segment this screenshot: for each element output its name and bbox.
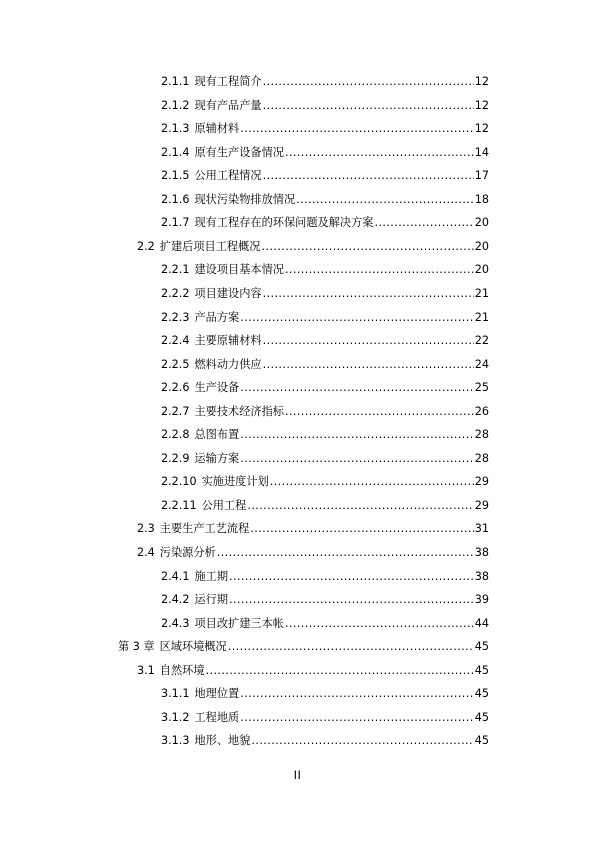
- toc-entry-number: 2.1.6: [161, 192, 190, 206]
- toc-entry-title: 主要生产工艺流程: [159, 522, 250, 536]
- toc-entry[interactable]: [161, 709, 489, 727]
- toc-entry[interactable]: [137, 238, 489, 256]
- toc-entry-number: 3.1: [137, 663, 155, 677]
- toc-entry-number: 2.2.1: [161, 263, 190, 277]
- toc-dot-leader: [206, 662, 474, 680]
- toc-entry[interactable]: [161, 214, 489, 232]
- toc-entry-page: 22: [474, 334, 489, 348]
- toc-entry-page: 45: [474, 663, 489, 677]
- toc-entry-page: 44: [474, 616, 489, 630]
- toc-entry-number: 2.2.8: [161, 428, 190, 442]
- toc-entry-title: 工程地质: [194, 710, 240, 724]
- toc-entry-page: 20: [474, 263, 489, 277]
- toc-entry-page: 17: [474, 169, 489, 183]
- toc-entry-number: 2.1.1: [161, 75, 190, 88]
- toc-dot-leader: [263, 332, 474, 350]
- toc-entry-page: 45: [474, 687, 489, 701]
- toc-dot-leader: [240, 120, 474, 138]
- toc-dot-leader: [263, 285, 474, 303]
- toc-dot-leader: [263, 73, 474, 91]
- toc-entry-title: 污染源分析: [159, 546, 216, 559]
- toc-entry-number: 2.2.10: [161, 475, 197, 489]
- toc-entry-title: 现有工程存在的环保问题及解决方案: [194, 216, 374, 230]
- toc-dot-leader: [374, 214, 473, 232]
- toc-entry-number: 3.1.1: [161, 687, 190, 701]
- toc-entry[interactable]: [137, 544, 489, 562]
- toc-entry[interactable]: [161, 473, 489, 491]
- toc-entry-number: 2.2.11: [161, 498, 197, 512]
- toc-entry[interactable]: [161, 356, 489, 374]
- toc-dot-leader: [262, 238, 474, 256]
- toc-entry-page: 14: [474, 145, 489, 159]
- toc-entry-page: 29: [474, 498, 489, 512]
- toc-entry-page: 31: [474, 522, 489, 536]
- toc-entry-number: 2.1.4: [161, 145, 190, 159]
- toc-entry[interactable]: [161, 120, 489, 138]
- toc-dot-leader: [285, 403, 474, 421]
- toc-entry-page: 12: [474, 98, 489, 112]
- toc-entry-number: 第 3 章: [118, 640, 155, 654]
- toc-entry[interactable]: [161, 191, 489, 209]
- toc-entry-page: 45: [474, 640, 489, 654]
- toc-entry-page: 38: [474, 569, 489, 583]
- toc-entry[interactable]: [161, 379, 489, 397]
- toc-entry[interactable]: [161, 732, 489, 750]
- toc-dot-leader: [285, 615, 474, 633]
- toc-entry-number: 2.1.5: [161, 169, 190, 183]
- toc-dot-leader: [240, 426, 474, 444]
- toc-entry-number: 3.1.3: [161, 734, 190, 748]
- toc-entry-title: 产品方案: [194, 310, 240, 324]
- toc-entry[interactable]: [161, 309, 489, 327]
- toc-entry[interactable]: [161, 285, 489, 303]
- toc-entry-title: 公用工程情况: [194, 169, 262, 183]
- toc-entry-title: 现有工程简介: [194, 75, 262, 88]
- toc-entry-page: 25: [474, 381, 489, 395]
- toc-dot-leader: [228, 638, 474, 656]
- toc-entry-title: 地理位置: [194, 687, 240, 701]
- toc-entry-page: 20: [474, 216, 489, 230]
- toc-dot-leader: [250, 520, 473, 538]
- toc-entry-page: 12: [474, 122, 489, 136]
- toc-entry-number: 2.4.2: [161, 593, 190, 607]
- toc-entry-title: 扩建后项目工程概况: [159, 239, 261, 253]
- toc-entry-number: 2.2.9: [161, 451, 190, 465]
- toc-entry-title: 自然环境: [159, 663, 205, 677]
- toc-dot-leader: [240, 379, 474, 397]
- toc-entry-title: 原有生产设备情况: [194, 145, 284, 159]
- toc-entry[interactable]: [161, 497, 489, 515]
- toc-entry[interactable]: [137, 662, 489, 680]
- toc-entry-number: 2.2.5: [161, 357, 190, 371]
- toc-entry[interactable]: [161, 332, 489, 350]
- toc-entry-page: 24: [474, 357, 489, 371]
- toc-entry-page: 28: [474, 428, 489, 442]
- toc-entry-title: 实施进度计划: [201, 475, 269, 489]
- toc-entry-page: 39: [474, 593, 489, 607]
- toc-entry[interactable]: [161, 426, 489, 444]
- toc-entry-number: 2.4: [137, 546, 155, 559]
- toc-entry-number: 3.1.2: [161, 710, 190, 724]
- toc-entry-title: 生产设备: [194, 381, 240, 395]
- toc-dot-leader: [240, 309, 474, 327]
- toc-entry-page: 29: [474, 475, 489, 489]
- toc-entry[interactable]: [161, 73, 489, 91]
- toc-dot-leader: [285, 261, 474, 279]
- toc-entry-page: 45: [474, 734, 489, 748]
- toc-dot-leader: [251, 732, 473, 750]
- toc-entry[interactable]: [161, 591, 489, 609]
- toc-entry[interactable]: [161, 403, 489, 421]
- toc-entry[interactable]: [161, 97, 489, 115]
- toc-dot-leader: [240, 685, 474, 703]
- toc-entry-number: 2.1.2: [161, 98, 190, 112]
- toc-dot-leader: [229, 591, 474, 609]
- toc-dot-leader: [247, 497, 473, 515]
- toc-dot-leader: [263, 356, 474, 374]
- toc-entry-title: 燃料动力供应: [194, 357, 262, 371]
- toc-entry-title: 运行期: [194, 593, 229, 607]
- page-number: II: [293, 768, 302, 782]
- toc-entry-title: 主要技术经济指标: [194, 404, 284, 418]
- toc-entry-number: 2.2.7: [161, 404, 190, 418]
- toc-entry-page: 26: [474, 404, 489, 418]
- toc-entry-title: 地形、地貌: [194, 734, 251, 748]
- toc-entry-number: 2.3: [137, 522, 155, 536]
- toc-dot-leader: [263, 167, 474, 185]
- toc-dot-leader: [217, 544, 474, 562]
- toc-dot-leader: [240, 450, 474, 468]
- toc-entry[interactable]: [161, 261, 489, 279]
- toc-entry[interactable]: [161, 568, 489, 586]
- toc-entry-title: 现有产品产量: [194, 98, 262, 112]
- toc-entry[interactable]: [161, 144, 489, 162]
- toc-entry-title: 运输方案: [194, 451, 240, 465]
- toc-entry-page: 45: [474, 710, 489, 724]
- toc-entry-title: 总图布置: [194, 428, 240, 442]
- toc-entry-number: 2.2.3: [161, 310, 190, 324]
- toc-entry-title: 现状污染物排放情况: [194, 192, 296, 206]
- toc-entry-title: 原辅材料: [194, 122, 240, 136]
- toc-entry-number: 2.2.2: [161, 286, 190, 300]
- toc-entry-page: 18: [474, 192, 489, 206]
- toc-entry-number: 2.1.7: [161, 216, 190, 230]
- toc-entry-page: 21: [474, 310, 489, 324]
- toc-entry-title: 建设项目基本情况: [194, 263, 284, 277]
- toc-entry[interactable]: [137, 520, 489, 538]
- toc-entry[interactable]: [161, 450, 489, 468]
- toc-entry-page: 28: [474, 451, 489, 465]
- toc-entry[interactable]: [161, 685, 489, 703]
- toc-dot-leader: [270, 473, 474, 491]
- toc-dot-leader: [296, 191, 474, 209]
- toc-entry-number: 2.4.1: [161, 569, 190, 583]
- toc-dot-leader: [229, 568, 474, 586]
- toc-entry-title: 主要原辅材料: [194, 334, 262, 348]
- toc-entry-title: 项目建设内容: [194, 286, 262, 300]
- toc-entry-page: 38: [474, 546, 489, 559]
- toc-dot-leader: [240, 709, 474, 727]
- toc-entry-number: 2.2.4: [161, 334, 190, 348]
- toc-entry[interactable]: [161, 167, 489, 185]
- toc-entry-title: 施工期: [194, 569, 229, 583]
- toc-entry-title: 项目改扩建三本帐: [194, 616, 284, 630]
- toc-entry-number: 2.2: [137, 239, 155, 253]
- toc-entry-title: 区域环境概况: [159, 640, 227, 654]
- toc-dot-leader: [285, 144, 474, 162]
- toc-entry-page: 20: [474, 239, 489, 253]
- toc-entry-number: 2.4.3: [161, 616, 190, 630]
- toc-entry-number: 2.2.6: [161, 381, 190, 395]
- toc-dot-leader: [263, 97, 474, 115]
- toc-entry-page: 12: [474, 75, 489, 88]
- toc-entry-page: 21: [474, 286, 489, 300]
- toc-entry[interactable]: [118, 638, 489, 656]
- toc-entry-title: 公用工程: [201, 498, 247, 512]
- toc-entry-number: 2.1.3: [161, 122, 190, 136]
- toc-entry[interactable]: [161, 615, 489, 633]
